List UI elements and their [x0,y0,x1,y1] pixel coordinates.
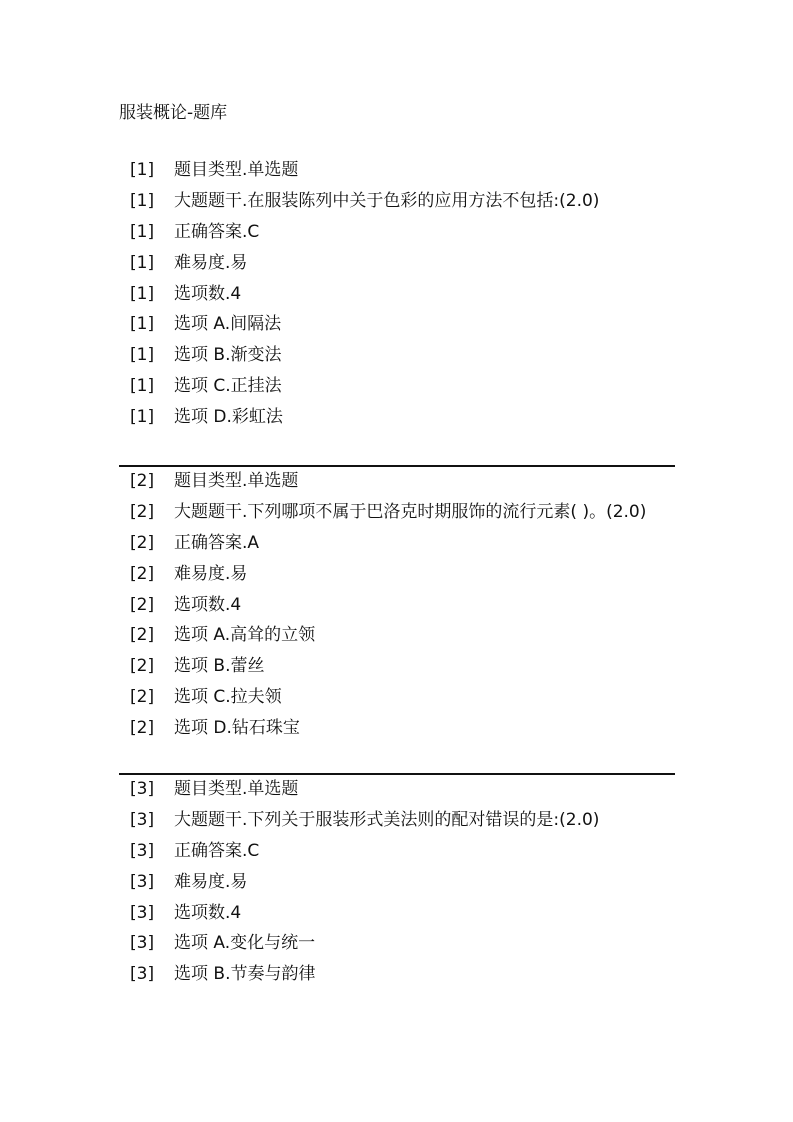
question-line-text: 题目类型.单选题 [174,160,299,180]
question-number: [2] [130,718,155,739]
question-line [119,220,675,251]
question-line [119,931,675,962]
question-line [119,593,675,624]
question-number: [3] [130,902,155,923]
question-block [119,158,675,436]
question-number: [1] [130,407,155,428]
question-number: [3] [130,779,155,799]
question-number: [1] [130,345,155,366]
question-line-text: 难易度.易 [174,563,248,584]
question-line-text: 正确答案.C [174,840,260,861]
question-block [119,773,675,993]
question-line-text: 大题题干.在服装陈列中关于色彩的应用方法不包括:(2.0) [174,190,600,211]
question-number: [3] [130,840,155,861]
question-line-text: 选项 C.正挂法 [174,376,282,397]
question-line-text: 题目类型.单选题 [174,779,299,799]
question-line [119,716,675,747]
question-line [119,531,675,562]
question-line-text: 选项 A.间隔法 [174,314,282,335]
question-line [119,901,675,932]
question-line [119,189,675,220]
question-line-text: 选项 A.高耸的立领 [174,625,316,646]
question-number: [3] [130,964,155,985]
question-number: [3] [130,809,155,830]
question-line [119,374,675,405]
question-number: [2] [130,532,155,553]
question-line-text: 大题题干.下列关于服装形式美法则的配对错误的是:(2.0) [174,809,600,830]
question-number: [2] [130,594,155,615]
question-line-text: 难易度.易 [174,871,248,892]
question-number: [1] [130,221,155,242]
question-number: [1] [130,314,155,335]
question-line [119,562,675,593]
question-number: [3] [130,871,155,892]
document-title: 服装概论-题库 [119,103,228,123]
question-line [119,870,675,901]
question-line [119,312,675,343]
question-line-text: 正确答案.C [174,221,260,242]
question-number: [1] [130,283,155,304]
question-line [119,962,675,993]
question-number: [1] [130,190,155,211]
question-line [119,777,675,808]
question-line-text: 选项 B.蕾丝 [174,656,265,677]
question-number: [1] [130,376,155,397]
question-line-text: 选项数.4 [174,902,242,923]
question-line [119,654,675,685]
question-line-text: 题目类型.单选题 [174,471,299,491]
question-number: [1] [130,252,155,273]
question-line [119,158,675,189]
question-line [119,469,675,500]
question-line [119,282,675,313]
question-block [119,465,675,747]
question-line-text: 选项数.4 [174,594,242,615]
question-line-text: 正确答案.A [174,532,260,553]
question-line [119,343,675,374]
question-number: [2] [130,687,155,708]
question-line-text: 难易度.易 [174,252,248,273]
question-line [119,405,675,436]
question-line [119,500,675,531]
question-line-text: 选项数.4 [174,283,242,304]
question-line-text: 选项 D.彩虹法 [174,407,283,428]
question-line-text: 选项 B.渐变法 [174,345,282,366]
question-number: [2] [130,563,155,584]
question-number: [2] [130,501,155,522]
question-line [119,251,675,282]
question-line-text: 大题题干.下列哪项不属于巴洛克时期服饰的流行元素( )。(2.0) [174,501,647,522]
question-line [119,808,675,839]
question-line [119,623,675,654]
question-number: [1] [130,160,155,180]
question-number: [3] [130,933,155,954]
question-number: [2] [130,625,155,646]
question-line-text: 选项 D.钻石珠宝 [174,718,300,739]
question-number: [2] [130,471,155,491]
question-line [119,839,675,870]
question-line-text: 选项 B.节奏与韵律 [174,964,316,985]
question-line-text: 选项 C.拉夫领 [174,687,282,708]
question-line [119,685,675,716]
question-number: [2] [130,656,155,677]
question-line-text: 选项 A.变化与统一 [174,933,316,954]
